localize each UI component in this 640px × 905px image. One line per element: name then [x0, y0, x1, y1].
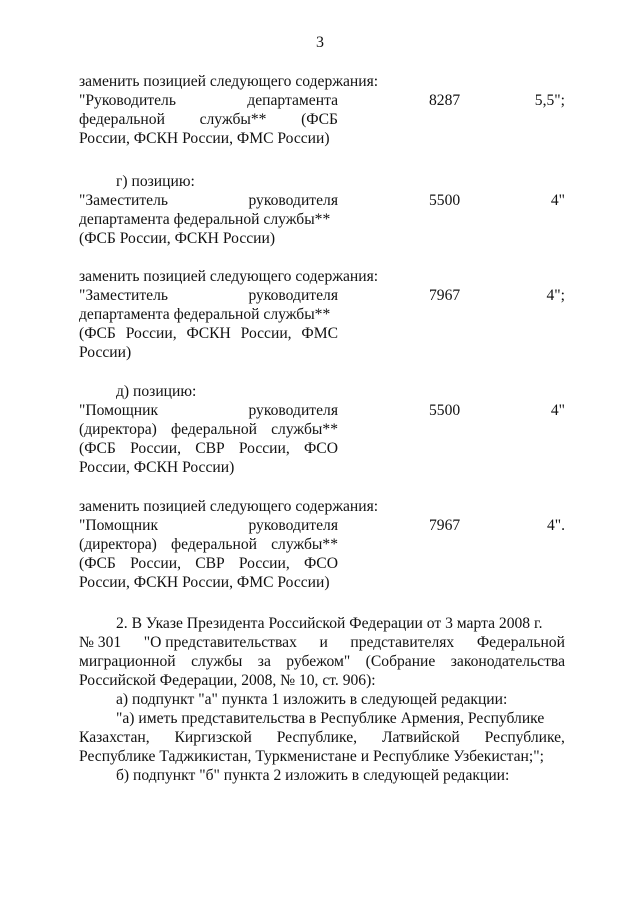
paragraph [79, 709, 565, 766]
paragraph-line [79, 709, 565, 728]
position-title-line [79, 286, 338, 305]
word: СВР [195, 555, 225, 572]
word: департамента [247, 92, 338, 109]
position-title-line [79, 305, 338, 324]
word: (директора) [79, 536, 157, 553]
word: за [257, 653, 271, 670]
word: "Помощник [79, 517, 159, 534]
salary-coefficient: 4"; [546, 287, 565, 304]
salary-code: 7967 [429, 287, 461, 304]
word: (ФСБ [79, 325, 116, 342]
text: 2. В Указе Президента Российской Федерации от 3 марта 2008 г. [116, 615, 543, 632]
paragraph [79, 690, 565, 709]
word: Федеральной [476, 634, 565, 651]
word: и [319, 634, 328, 651]
word: представителях [350, 634, 455, 651]
word: России, ФСКН России) [79, 459, 235, 476]
position-intro: заменить позицией следующего содержания: [79, 268, 379, 285]
salary-coefficient: 4" [550, 192, 565, 209]
word: руководителя [248, 287, 338, 304]
text: Республике Таджикистан, Туркменистане и Республике Узбекистан;"; [79, 748, 544, 765]
position-title-line [79, 343, 338, 362]
word: департамента федеральной службы** [79, 211, 331, 228]
word: Латвийской [381, 729, 460, 746]
position-title-line [79, 573, 338, 592]
word: законодательства [450, 653, 565, 670]
word: России, [240, 325, 292, 342]
position-title-line [79, 91, 338, 110]
text: Российской Федерации, 2008, № 10, ст. 906): [79, 672, 376, 689]
word: руководителя [248, 402, 338, 419]
word: России, [238, 440, 290, 457]
word: ФМС [301, 325, 338, 342]
salary-coefficient: 4". [546, 517, 565, 534]
position-title-line [79, 191, 338, 210]
position-intro: д) позицию: [116, 383, 197, 400]
text: а) подпункт "а" пункта 1 изложить в следующей редакции: [116, 691, 508, 708]
text: "а) иметь представительства в Республике Армения, Республике [116, 710, 545, 727]
position-title [79, 286, 338, 362]
paragraph-line [79, 614, 565, 633]
word: России, [125, 325, 177, 342]
paragraph-line [79, 652, 565, 671]
position-title-line [79, 420, 338, 439]
position-title-line [79, 110, 338, 129]
word: ФСО [303, 555, 338, 572]
word: ФСО [303, 440, 338, 457]
position-title-line [79, 458, 338, 477]
position-title [79, 401, 338, 477]
word: (ФСБ [79, 555, 116, 572]
salary-code: 7967 [429, 517, 461, 534]
word: службы [191, 653, 243, 670]
position-title-line [79, 129, 338, 148]
word: России, [130, 555, 181, 572]
word: руководителя [248, 517, 338, 534]
word: миграционной [79, 653, 176, 670]
word: СВР [195, 440, 225, 457]
word: службы** [271, 536, 338, 553]
word: Киргизской [174, 729, 252, 746]
word: "Заместитель [79, 287, 168, 304]
position-title-line [79, 516, 338, 535]
position-title [79, 516, 338, 592]
paragraph-line [79, 766, 565, 785]
word: (директора) [79, 421, 157, 438]
word: ФСКН [186, 325, 231, 342]
word: федеральной [171, 536, 257, 553]
word: федеральной [79, 111, 165, 128]
paragraph-line [79, 671, 565, 690]
text: б) подпункт "б" пункта 2 изложить в следующей редакции: [116, 767, 510, 784]
paragraph-line [79, 728, 565, 747]
word: Казахстан, [79, 729, 150, 746]
word: "Заместитель [79, 192, 168, 209]
position-intro: г) позицию: [116, 173, 195, 190]
word: "О представительствах [143, 634, 297, 651]
word: (ФСБ [79, 440, 116, 457]
word: России) [79, 344, 132, 361]
word: службы** [199, 111, 267, 128]
word: "Руководитель [79, 92, 176, 109]
word: (ФСБ России, ФСКН России) [79, 230, 276, 247]
word: России, [130, 440, 181, 457]
position-title-line [79, 210, 338, 229]
word: России, [238, 555, 290, 572]
position-title [79, 191, 338, 248]
paragraph-line [79, 690, 565, 709]
paragraph [79, 614, 565, 690]
position-title-line [79, 535, 338, 554]
word: (Собрание [365, 653, 436, 670]
word: России, ФСКН России, ФМС России) [79, 574, 330, 591]
salary-coefficient: 5,5"; [534, 92, 565, 109]
word: департамента федеральной службы** [79, 306, 331, 323]
word: Республике, [276, 729, 358, 746]
word: рубежом" [286, 653, 351, 670]
salary-code: 8287 [429, 92, 461, 109]
page-number: 3 [316, 34, 324, 51]
position-title-line [79, 324, 338, 343]
word: (ФСБ [301, 111, 338, 128]
paragraph-line [79, 633, 565, 652]
salary-coefficient: 4" [550, 402, 565, 419]
word: России, ФСКН России, ФМС России) [79, 130, 330, 147]
position-title-line [79, 229, 338, 248]
position-intro: заменить позицией следующего содержания: [79, 498, 379, 515]
position-title-line [79, 401, 338, 420]
position-title-line [79, 554, 338, 573]
word: службы** [271, 421, 338, 438]
word: № 301 [79, 634, 122, 651]
word: Республике, [484, 729, 565, 746]
position-title-line [79, 439, 338, 458]
paragraph [79, 766, 565, 785]
word: федеральной [171, 421, 257, 438]
position-intro: заменить позицией следующего содержания: [79, 73, 379, 90]
salary-code: 5500 [429, 192, 461, 209]
word: руководителя [248, 192, 338, 209]
paragraph-line [79, 747, 565, 766]
position-title [79, 91, 338, 148]
word: "Помощник [79, 402, 159, 419]
salary-code: 5500 [429, 402, 461, 419]
